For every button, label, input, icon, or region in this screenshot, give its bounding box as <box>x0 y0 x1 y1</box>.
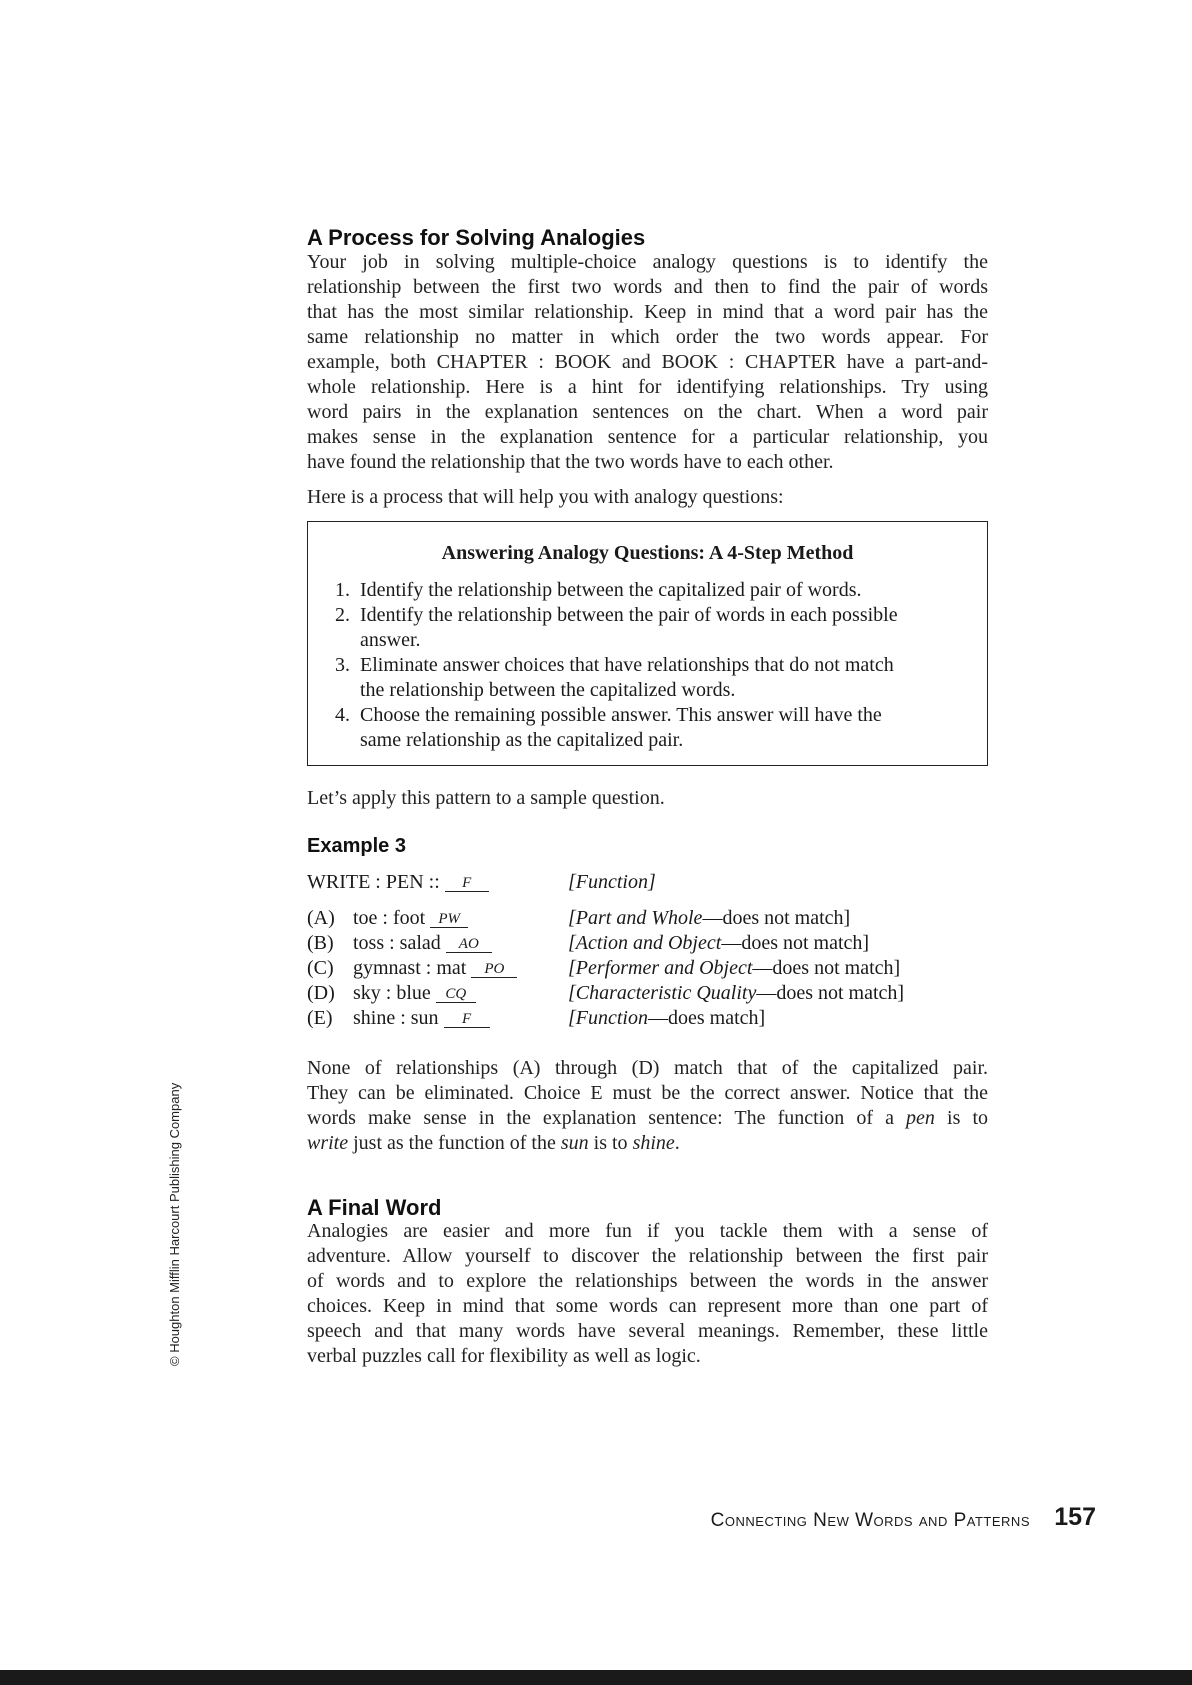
text-run: is to <box>588 1132 633 1154</box>
paragraph-line <box>307 1131 988 1156</box>
step-line: Choose the remaining possible answer. This answer will have the <box>360 704 882 726</box>
page-number: 157 <box>1054 1503 1096 1531</box>
paragraph-line: that has the most similar relationship. Keep in mind that a word pair has the <box>307 301 988 323</box>
step-number: 4. <box>335 704 350 726</box>
step-text: Identify the relationship between the capitalized pair of words. <box>360 579 862 601</box>
choice-row-d <box>307 982 476 1005</box>
step-line: Eliminate answer choices that have relationships that do not match <box>360 654 894 676</box>
step-number: 2. <box>335 604 350 626</box>
paragraph-line: choices. Keep in mind that some words can represent more than one part of <box>307 1295 988 1317</box>
example-stem <box>307 871 489 894</box>
answer-blank: F <box>444 1011 490 1028</box>
section-heading-final-word: A Final Word <box>307 1195 442 1220</box>
paragraph-line: Analogies are easier and more fun if you tackle them with a sense of <box>307 1220 988 1242</box>
choice-note-e <box>568 1007 765 1030</box>
step-line: same relationship as the capitalized pair. <box>360 729 684 751</box>
step-line: the relationship between the capitalized words. <box>360 679 736 701</box>
text-run-italic: sun <box>560 1132 589 1154</box>
choice-pair: toss : salad <box>353 932 441 954</box>
stem-note: [Function] <box>568 871 656 893</box>
paragraph-line: same relationship no matter in which order the two words appear. For <box>307 326 988 348</box>
paragraph-line: makes sense in the explanation sentence for a particular relationship, you <box>307 426 988 448</box>
choice-row-a <box>307 907 468 930</box>
step-text <box>360 603 978 653</box>
paragraph-line: whole relationship. Here is a hint for identifying relationships. Try using <box>307 376 988 398</box>
final-word-paragraph <box>307 1219 988 1369</box>
paragraph-line: have found the relationship that the two words have to each other. <box>307 451 834 473</box>
note-verdict: —does not match] <box>756 982 905 1004</box>
method-box-title: Answering Analogy Questions: A 4-Step Method <box>441 542 854 564</box>
choice-pair: sky : blue <box>353 982 431 1004</box>
answer-blank: PW <box>430 911 468 928</box>
text-run-italic: pen <box>906 1107 935 1129</box>
step-number: 3. <box>335 654 350 676</box>
step-text <box>360 653 978 703</box>
method-box <box>307 521 988 766</box>
copyright-credit: © Houghton Mifflin Harcourt Publishing Company <box>167 1082 182 1366</box>
choice-letter: (A) <box>307 907 335 929</box>
text-run: words make sense in the explanation sentence: The function of a <box>307 1107 907 1129</box>
paragraph-line: example, both CHAPTER : BOOK and BOOK : CHAPTER have a part-and- <box>307 351 988 373</box>
stem-pair: WRITE : PEN :: <box>307 871 440 893</box>
answer-blank: CQ <box>436 986 476 1003</box>
text-run-italic: shine <box>632 1132 675 1154</box>
note-relationship: [Part and Whole <box>568 907 703 929</box>
step-text <box>360 703 978 753</box>
paragraph-line: speech and that many words have several meanings. Remember, these little <box>307 1320 988 1342</box>
choice-pair: shine : sun <box>353 1007 439 1029</box>
text-run: just as the function of the <box>348 1132 561 1154</box>
choice-note-b <box>568 932 869 955</box>
note-relationship: [Action and Object <box>568 932 722 954</box>
apply-text: Let’s apply this pattern to a sample question. <box>307 787 665 809</box>
choice-row-e <box>307 1007 490 1030</box>
running-footer-title: Connecting New Words and Patterns <box>710 1510 1030 1531</box>
choice-letter: (D) <box>307 982 335 1004</box>
choice-letter: (B) <box>307 932 334 954</box>
paragraph-line <box>307 1106 988 1131</box>
text-run-italic: write <box>307 1132 349 1154</box>
paragraph-line: Your job in solving multiple-choice analogy questions is to identify the <box>307 251 988 273</box>
text-run: is to <box>934 1107 988 1129</box>
step-number: 1. <box>335 579 350 601</box>
choice-row-c <box>307 957 517 980</box>
choice-pair: gymnast : mat <box>353 957 467 979</box>
answer-blank: AO <box>446 936 492 953</box>
paragraph-line: word pairs in the explanation sentences on the chart. When a word pair <box>307 401 988 423</box>
text-run: . <box>674 1132 680 1154</box>
answer-blank: PO <box>471 961 517 978</box>
step-line: answer. <box>360 629 421 651</box>
paragraph-line: of words and to explore the relationships between the words in the answer <box>307 1270 988 1292</box>
note-verdict: —does not match] <box>702 907 851 929</box>
paragraph-line: verbal puzzles call for flexibility as well as logic. <box>307 1345 701 1367</box>
paragraph-line: relationship between the first two words and then to find the pair of words <box>307 276 988 298</box>
process-intro: Here is a process that will help you with analogy questions: <box>307 486 784 508</box>
note-verdict: —does match] <box>648 1007 766 1029</box>
paragraph-line: They can be eliminated. Choice E must be the correct answer. Notice that the <box>307 1082 988 1104</box>
scan-bottom-edge <box>0 1670 1192 1685</box>
choice-row-b <box>307 932 492 955</box>
choice-letter: (E) <box>307 1007 333 1029</box>
choice-pair: toe : foot <box>353 907 426 929</box>
step-line: Identify the relationship between the pair of words in each possible <box>360 604 898 626</box>
example-label: Example 3 <box>307 835 406 857</box>
note-relationship: [Function <box>568 1007 648 1029</box>
note-verdict: —does not match] <box>752 957 901 979</box>
choice-note-c <box>568 957 900 980</box>
paragraph-line: adventure. Allow yourself to discover the relationship between the first pair <box>307 1245 988 1267</box>
explanation-paragraph <box>307 1056 988 1156</box>
note-verdict: —does not match] <box>721 932 870 954</box>
note-relationship: [Performer and Object <box>568 957 753 979</box>
section-heading-process: A Process for Solving Analogies <box>307 225 646 250</box>
paragraph-line: None of relationships (A) through (D) match that of the capitalized pair. <box>307 1057 988 1079</box>
choice-letter: (C) <box>307 957 334 979</box>
process-paragraph <box>307 250 988 475</box>
answer-blank: F <box>445 875 489 892</box>
choice-note-d <box>568 982 904 1005</box>
note-relationship: [Characteristic Quality <box>568 982 757 1004</box>
choice-note-a <box>568 907 850 930</box>
